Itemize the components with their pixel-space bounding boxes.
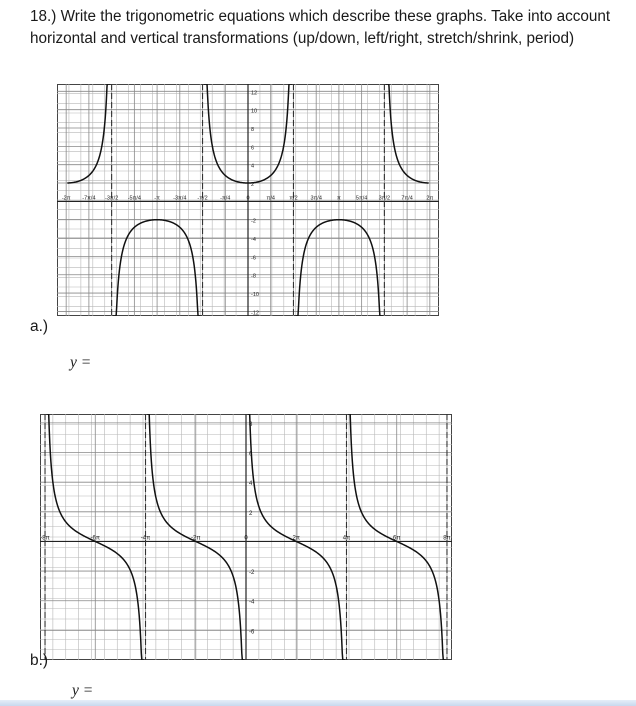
y-tick-label: 12 bbox=[251, 90, 258, 97]
y-tick-label: -8 bbox=[251, 273, 256, 280]
x-tick-label: -4π bbox=[140, 535, 151, 542]
y-tick-label: 6 bbox=[249, 451, 253, 458]
y-tick-label: -2 bbox=[251, 218, 256, 225]
y-tick-label: 6 bbox=[251, 145, 255, 152]
x-tick-label: π bbox=[337, 195, 341, 202]
y-tick-label: 10 bbox=[251, 108, 258, 115]
y-tick-label: -4 bbox=[249, 599, 255, 606]
y-tick-label: 2 bbox=[249, 510, 253, 517]
question-text: 18.) Write the trigonometric equations which describe these graphs. Take into account horizontal and vertical transformations (up/down, left/right, stretch/shrink, period) bbox=[30, 8, 611, 47]
part-a-label: a.) bbox=[30, 318, 49, 335]
y-tick-label: 4 bbox=[251, 163, 255, 170]
y-tick-label: 8 bbox=[249, 421, 253, 428]
y-tick-label: 4 bbox=[249, 481, 253, 488]
x-tick-label: -π bbox=[154, 195, 160, 202]
x-tick-label: π/4 bbox=[266, 195, 275, 202]
part-b-label: b.) bbox=[30, 652, 49, 669]
y-tick-label: -6 bbox=[251, 255, 256, 262]
x-tick-label: -6π bbox=[90, 535, 101, 542]
x-tick-label: -2π bbox=[191, 535, 201, 542]
x-tick-label: 3π/2 bbox=[378, 195, 391, 202]
y-tick-label: -2 bbox=[249, 570, 255, 577]
page-bottom-edge bbox=[0, 700, 636, 706]
part-b-answer-prefix: y = bbox=[72, 682, 94, 699]
y-tick-label: -12 bbox=[251, 310, 259, 316]
x-tick-label: 7π/4 bbox=[401, 195, 413, 202]
y-tick-label: -10 bbox=[251, 292, 259, 299]
part-a-answer bbox=[70, 354, 91, 372]
x-tick-label: -2π bbox=[61, 195, 71, 202]
x-tick-label: 4π bbox=[342, 535, 351, 542]
y-tick-label: 8 bbox=[251, 127, 255, 134]
x-tick-label: 2π bbox=[426, 195, 434, 202]
graph-b bbox=[40, 414, 452, 660]
x-tick-label: 8π bbox=[443, 535, 451, 542]
x-tick-label: -7π/4 bbox=[82, 195, 96, 202]
x-tick-label: -8π bbox=[40, 535, 50, 542]
x-tick-label: 2π bbox=[292, 535, 300, 542]
x-tick-label: 6π bbox=[392, 535, 401, 542]
y-tick-label: -4 bbox=[251, 237, 256, 244]
y-tick-label: 2 bbox=[251, 182, 255, 189]
x-tick-label: 3π/4 bbox=[310, 195, 322, 202]
x-tick-label: -5π/4 bbox=[127, 195, 141, 202]
x-tick-label: 0 bbox=[246, 195, 250, 202]
x-tick-label: -π/2 bbox=[197, 195, 208, 202]
x-tick-label: -3π/4 bbox=[173, 195, 187, 202]
graph-a bbox=[57, 84, 439, 316]
x-tick-label: -3π/2 bbox=[104, 195, 119, 202]
x-tick-label: 5π/4 bbox=[355, 195, 368, 202]
part-a-answer-prefix: y = bbox=[70, 354, 92, 371]
y-tick-label: -6 bbox=[249, 629, 255, 636]
x-tick-label: -π/4 bbox=[220, 195, 231, 202]
x-tick-label: 0 bbox=[244, 535, 248, 542]
x-tick-label: π/2 bbox=[289, 195, 298, 202]
part-b-answer bbox=[72, 682, 93, 700]
